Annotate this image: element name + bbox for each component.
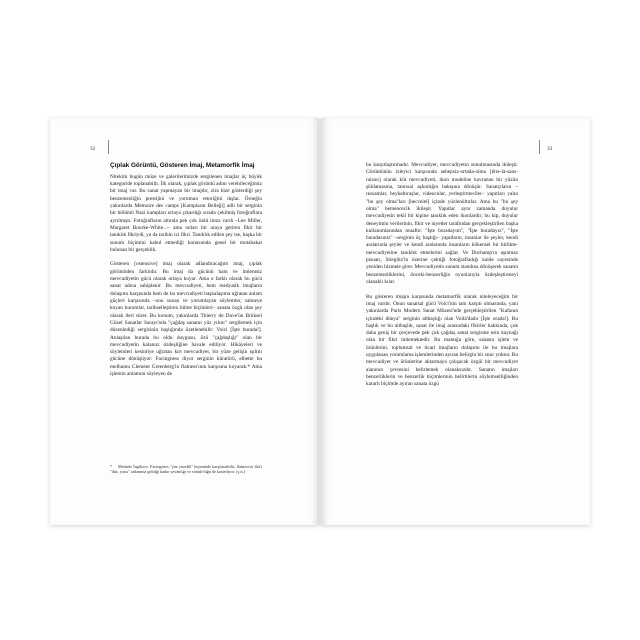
- paragraph: Gösteren [ostensive] imaj olarak adlandıracağım imaj, çıplak görüntüden farklıdır. Bu imaj da gücünü ham ve imlemsiz mevcudiyetin gücü olarak ortaya koyar. Ama o farklı olarak bu gücü sanat adına sahiplenir. Bu mevcudiyeti, hem medyatik imajların dolaşımı karşısında hem de bu mevcudiyeti başkalaşıma uğratan anlam güçleri karşısında –onu sunan ve yorumlayan söylemler, sahneye koyan kurumlar, tarihselleştiren bilme biçimleri– sanata özgü olan şey olarak ileri sürer. Bu konum, yakınlarda Thierry de Duve'ün Brüksel Güzel Sanatlar Sarayı'nda "çağdaş sanatın yüz yılını" sergilemek için düzenlediği sergisinin başlığında özetlenebilir: Voici [İşte burada!]. Anlaşılan burada bu oldu duygusu, özü "çağdaşlığı" olan bir mevcudiyetin kalanıız özdeşliğine havale ediliyor. Hikâyeleri ve söylemleri kesintiye uğratan kırt mevcudiyet, bir yüze gelişin ışıltılı gücüne dönüşüyor: Facingness diyor serginin küratörü, elbette bu melhumu Clement Greenberg'in flatness'ının karşısına koyarak.* Ama işlemin anlamını söyleyen de: [110, 261, 262, 378]
- open-book: [50, 118, 590, 525]
- section-heading: Çıplak Görüntü, Gösteren İmaj, Metamorfik İmaj: [110, 162, 255, 169]
- right-page: [321, 118, 590, 525]
- left-page: [50, 118, 319, 525]
- page-rule: [108, 140, 109, 154]
- paragraph: Bu gösteren imajın karşısında metamorfik olarak niteleyeceğim bir imaj vardır. Onun sanatsal gücü Voici'nin tam karşıtı olmasında, yani yakınlarda Paris Modern Sanat Müzesi'nde gerçekleştirilen "Kafanın içindeki dünya" serginin altbaşlığı olan Voilà'dadır [İşte orada!]. Bu başlık ve bu altbaşlık, sanat ile imaj arasındaki fikirler hakkında, çok daha geniş bir çerçevede pek çok çağdaş sanat sergisine esin kaynağı olan bir fikri imlemektedir. Bu mantığa göre, sanatın işlem ve ürünlerini, toplumsal ve ticari imajların dolaşımı ile bu imajlara uygulanan yorumlama işlemlerinden ayıran belirgin bir sınır yoktur. Bu mevcudiyet ve ürünlerine aktarmaya çalışacak özgül bir mevcudiyet alanının çevresini belirlemek olanaksızdır. Sanatın imajları benzerliklerin ve benzerlik biçimlerinin belirtilerin söylemselliğinden kararlı biçimde ayıran sanata özgü: [366, 293, 518, 388]
- page-number: 32: [90, 146, 96, 152]
- footnote-mark: *: [110, 464, 113, 469]
- footnote: [110, 464, 262, 475]
- paragraph: bu karşıtlaştırmadır. Mevcudiyet, mevcudiyetin sunulmasında ikileşir. Görüntünün izleyici karşısında sebepsiz-ortada-olma [être-là-sans-raison] olarak küt mevcudiyeti, ikon modeline kavranan bir yüzün şüldamasına, tanrısal aşkınlığın bakışına dönüşür. Sanatçıların –ressamlar, heykeltıraşlar, videocular, yerleştirmeciler– yapıtları yalın "bu şey olma"ları [hecceité] içinde yüzlenültırlar. Ama bu "bu şey olma" hemencecik ikileşir. Yapıtlar aynı zamanda duyulur mevcudiyetin tekil bir kipine tanıklık eden ikonlardır; bu kip, duyulur deneyimin verilerinin, fikir ve niyetler tarafından gerçekleştirilen başka kullanımlarından muaftır. "İşte buradayım", "İşte buradayız", "İşte buradasınız" –serginin üç başlığı– yapıtların, insanlar ile şeyler, kendi aralarında şeyler ve kendi aralarında insanların kökensel bir birlikte-mevcudiyetine tanıklık etmelerini sağlar. Ve Duchamp'ın aşınmaz pisuarı, Stieglitz'in özerine çektiği fotoğrafladığı kaide sayesinde yeniden hizmete girer. Mevcudiyetin sunum standına dönüşerek sanatın benzemezliklerini, önceki-benzerliğin oyunlarıyla özdeşleştirmeyi olanaklı kılar.: [366, 162, 518, 285]
- footnote-text: Metinde İngilizce. Facingness "yüz yüzelik" biçiminde karşılanabilir, flatness'ın flat'i "düz, yassı" anlamına geldiği kadar yavanlığı ve sönük-lüğü de kastediyor. (ç.n.): [110, 464, 262, 475]
- text-column: [110, 162, 262, 378]
- page-number: 33: [547, 146, 553, 152]
- paragraph: Nitekim bugün müze ve galerilerimizde sergilenen imajlar üç büyük kategoride toplanabilir. İlk olarak, çıplak görüntü adını verebileceğimiz bir imaj var. Bu sanat yapmayan bir imajdır, zira bize gösterdiği şey benzemezliğin prestijini ve yorumun retoriğini dışlar. Örneğin yakınlarda Mémoire des camps [Kampların Belleği] adlı bir serginin bir bölümü Nazi kampları ortaya çıkardığı sırada çekilmiş fotoğraflara ayrılmıştı. Fotoğrafların altında pek çok ünlü imza vardı –Lee Miller, Margaret Bourke-White...– ama onları bir araya getiren fikir bir tanıklık fikriydi, ya da tarihin izi fikri. Tanıklık edilen şey ise, başka bir sunum biçimini kabul etmediği konusunda genel bir mutabakat bulunan bir gerçeklik.: [110, 173, 262, 253]
- page-rule: [539, 140, 540, 154]
- text-column: [366, 162, 518, 389]
